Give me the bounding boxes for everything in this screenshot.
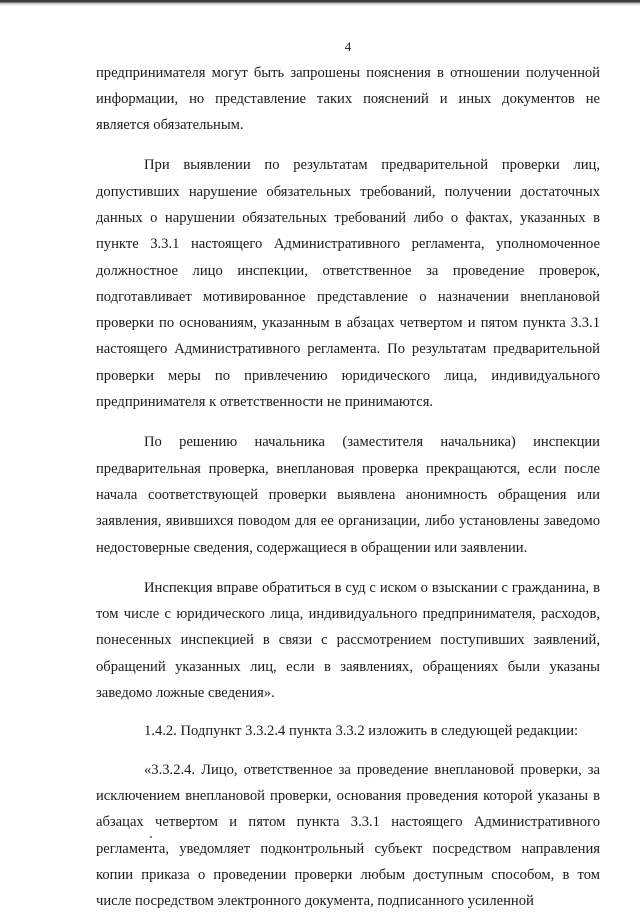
paragraph-gap (96, 415, 600, 429)
paragraph (96, 575, 600, 706)
document-body (96, 60, 600, 914)
text-line: регламента, уведомляет подконтрольный субъект посредством направления (96, 836, 600, 862)
text-line: данных о нарушении обязательных требований либо о фактах, указанных в (96, 205, 600, 231)
text-line: является обязательным. (96, 112, 600, 138)
paragraph-gap (96, 138, 600, 152)
paragraph-gap (96, 745, 600, 757)
text-line: «3.3.2.4. Лицо, ответственное за проведение внеплановой проверки, за (96, 757, 600, 783)
text-line: абзацах четвертом и пятом пункта 3.3.1 настоящего Административного (96, 809, 600, 835)
text-line: копии приказа о проведении проверки любым доступным способом, в том (96, 862, 600, 888)
paragraph (96, 429, 600, 560)
text-line: том числе с юридического лица, индивидуального предпринимателя, расходов, (96, 601, 600, 627)
paragraph (96, 757, 600, 914)
paragraph (96, 152, 600, 415)
text-line: настоящего Административного регламента. По результатам предварительной (96, 336, 600, 362)
text-line: предварительная проверка, внеплановая проверка прекращаются, если после (96, 456, 600, 482)
text-line: 1.4.2. Подпункт 3.3.2.4 пункта 3.3.2 изложить в следующей редакции: (96, 718, 600, 744)
paragraph-gap (96, 706, 600, 718)
text-line: должностное лицо инспекции, ответственное за проведение проверок, (96, 258, 600, 284)
scan-speck (150, 836, 152, 838)
text-line: числе посредством электронного документа, подписанного усиленной (96, 888, 600, 914)
text-line: предпринимателя к ответственности не принимаются. (96, 389, 600, 415)
text-line: проверки по основаниям, указанным в абзацах четвертом и пятом пункта 3.3.1 (96, 310, 600, 336)
text-line: заявления, явившихся поводом для ее организации, либо установлены заведомо (96, 508, 600, 534)
text-line: При выявлении по результатам предварительной проверки лиц, (96, 152, 600, 178)
text-line: обращений указанных лиц, если в заявлениях, обращениях были указаны (96, 654, 600, 680)
text-line: пункте 3.3.1 настоящего Административного регламента, уполномоченное (96, 231, 600, 257)
text-line: понесенных инспекцией в связи с рассмотрением поступивших заявлений, (96, 627, 600, 653)
page-number: 4 (96, 34, 600, 60)
text-line: заведомо ложные сведения». (96, 680, 600, 706)
text-line: По решению начальника (заместителя начальника) инспекции (96, 429, 600, 455)
text-line: информации, но представление таких пояснений и иных документов не (96, 86, 600, 112)
text-line: исключением внеплановой проверки, основания проведения которой указаны в (96, 783, 600, 809)
text-line: подготавливает мотивированное представление о назначении внеплановой (96, 284, 600, 310)
scan-top-edge (0, 0, 640, 6)
paragraph-gap (96, 561, 600, 575)
paragraph (96, 718, 600, 744)
text-line: Инспекция вправе обратиться в суд с иском о взыскании с гражданина, в (96, 575, 600, 601)
paragraph (96, 60, 600, 139)
text-line: проверки меры по привлечению юридического лица, индивидуального (96, 363, 600, 389)
document-page (96, 34, 600, 914)
text-line: предпринимателя могут быть запрошены пояснения в отношении полученной (96, 60, 600, 86)
text-line: недостоверные сведения, содержащиеся в обращении или заявлении. (96, 535, 600, 561)
text-line: начала соответствующей проверки выявлена анонимность обращения или (96, 482, 600, 508)
text-line: допустивших нарушение обязательных требований, получении достаточных (96, 179, 600, 205)
